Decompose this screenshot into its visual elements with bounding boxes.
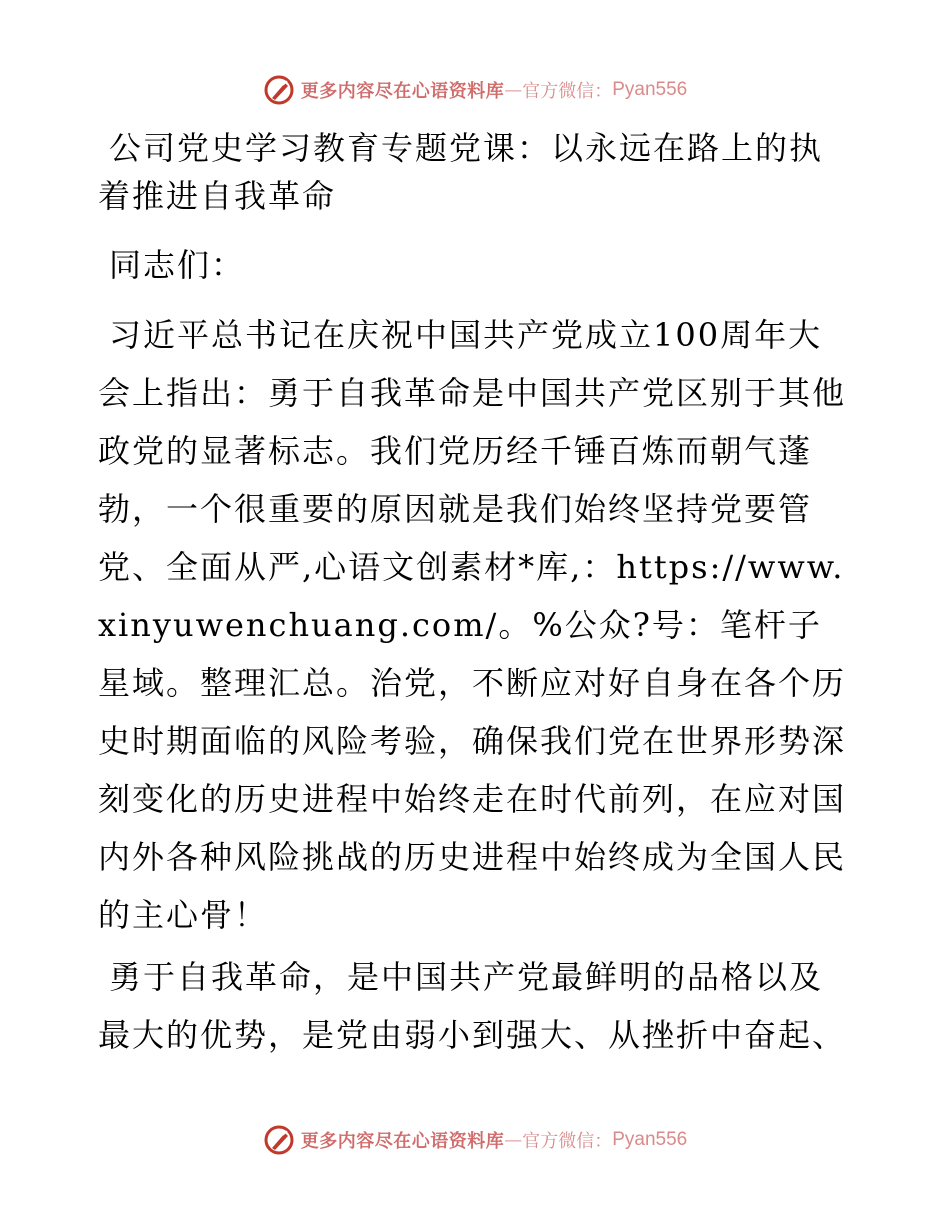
paragraph-2: 勇于自我革命，是中国共产党最鲜明的品格以及最大的优势，是党由弱小到强大、从挫折中奋起、 [98, 958, 847, 1054]
document-body [98, 124, 850, 1068]
watermark-dash: — [504, 1129, 523, 1151]
watermark-dash: — [504, 79, 523, 101]
quill-logo-icon [263, 1124, 295, 1156]
watermark-wechat-id: Pyan556 [612, 1129, 688, 1150]
watermark-sub-text: 官方微信： [522, 1131, 613, 1152]
watermark-main-text: 更多内容尽在心语资料库 [300, 1131, 505, 1152]
header-watermark [0, 70, 950, 110]
quill-logo-icon [263, 74, 295, 106]
footer-watermark [0, 1120, 950, 1160]
document-title: 公司党史学习教育专题党课：以永远在路上的执着推进自我革命 [98, 129, 824, 215]
watermark-main-text: 更多内容尽在心语资料库 [300, 81, 505, 102]
paragraph-1: 习近平总书记在庆祝中国共产党成立100周年大会上指出：勇于自我革命是中国共产党区别于其他政党的显著标志。我们党历经千锤百炼而朝气蓬勃，一个很重要的原因就是我们始终坚持党要管党、全面从严,心语文创素材*库,：https://www.xinyuwenchuang.com/。%公众?号：笔杆子星域。整理汇总。治党，不断应对好自身在各个历史时期面临的风险考验，确保我们党在世界形势深刻变化的历史进程中始终走在时代前列，在应对国内外各种风险挑战的历史进程中始终成为全国人民的主心骨！ [98, 316, 847, 934]
watermark-sub-text: 官方微信： [522, 81, 613, 102]
watermark-wechat-id: Pyan556 [612, 79, 688, 100]
salutation: 同志们： [109, 246, 246, 284]
